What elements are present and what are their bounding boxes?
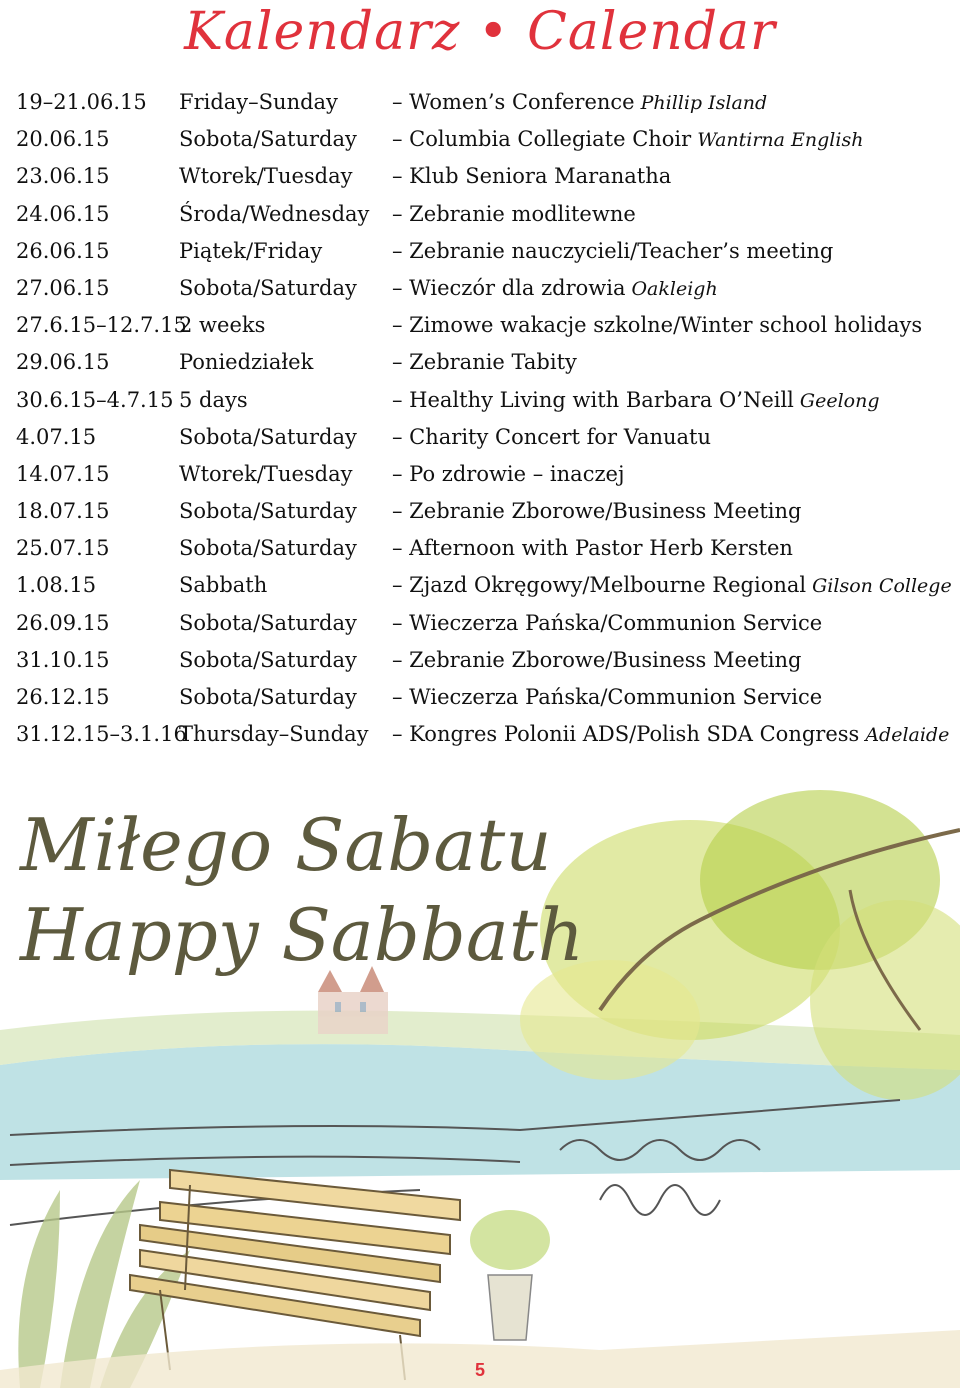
event-title: – Women’s Conference Phillip Island: [392, 90, 768, 114]
event-title: – Zjazd Okręgowy/Melbourne Regional Gilson College: [392, 573, 952, 598]
list-item: [16, 493, 956, 530]
list-item: [16, 716, 956, 753]
event-day: 5 days: [179, 387, 248, 412]
event-date: 26.09.15: [16, 610, 110, 635]
event-date: 4.07.15: [16, 424, 97, 449]
event-title: – Zebranie Zborowe/Business Meeting: [392, 499, 802, 524]
event-title: – Zebranie modlitewne: [392, 201, 636, 226]
list-item: [16, 382, 956, 419]
list-item: [16, 233, 956, 270]
calendar-list: [16, 84, 956, 753]
event-date: 19–21.06.15: [16, 90, 147, 114]
list-item: [16, 84, 956, 121]
event-day: Sabbath: [179, 573, 268, 598]
list-item: [16, 642, 956, 679]
page-title: Kalendarz • Calendar: [184, 2, 776, 62]
event-location: Gilson College: [812, 575, 952, 598]
event-day: Piątek/Friday: [179, 238, 323, 263]
event-title: – Wieczór dla zdrowia Oakleigh: [392, 275, 718, 300]
event-date: 26.06.15: [16, 238, 110, 263]
event-day: 2 weeks: [179, 313, 266, 338]
event-date: 29.06.15: [16, 350, 110, 375]
event-day: Wtorek/Tuesday: [179, 164, 353, 189]
event-title: – Healthy Living with Barbara O’Neill Geelong: [392, 387, 880, 412]
event-location: Adelaide: [865, 724, 950, 747]
event-title: – Wieczerza Pańska/Communion Service: [392, 685, 823, 709]
event-day: Thursday–Sunday: [179, 722, 369, 747]
event-title: – Zimowe wakacje szkolne/Winter school holidays: [392, 313, 923, 338]
event-title: – Charity Concert for Vanuatu: [392, 424, 712, 449]
list-item: [16, 567, 956, 604]
event-date: 23.06.15: [16, 164, 110, 189]
list-item: [16, 344, 956, 381]
event-title: – Zebranie Zborowe/Business Meeting: [392, 647, 802, 672]
event-date: 27.6.15–12.7.15: [16, 313, 187, 338]
event-day: Sobota/Saturday: [179, 647, 357, 672]
event-title: – Wieczerza Pańska/Communion Service: [392, 610, 823, 635]
event-day: Sobota/Saturday: [179, 610, 357, 635]
list-item: [16, 270, 956, 307]
event-day: Sobota/Saturday: [179, 499, 357, 524]
event-day: Wtorek/Tuesday: [179, 461, 353, 486]
event-day: Friday–Sunday: [179, 90, 338, 114]
list-item: [16, 121, 956, 158]
event-day: Środa/Wednesday: [179, 201, 370, 226]
event-date: 31.10.15: [16, 647, 110, 672]
event-date: 27.06.15: [16, 275, 110, 300]
event-date: 20.06.15: [16, 127, 110, 152]
event-day: Sobota/Saturday: [179, 127, 357, 152]
list-item: [16, 196, 956, 233]
event-date: 25.07.15: [16, 536, 110, 561]
event-day: Poniedziałek: [179, 350, 314, 375]
event-title: – Zebranie Tabity: [392, 350, 577, 375]
greeting-polish: Miłego Sabatu: [20, 803, 552, 887]
flower-pot-image: [470, 1210, 550, 1340]
list-item: [16, 307, 956, 344]
event-day: Sobota/Saturday: [179, 424, 357, 449]
event-date: 26.12.15: [16, 685, 110, 709]
event-title: – Afternoon with Pastor Herb Kersten: [392, 536, 793, 561]
greeting-english: Happy Sabbath: [20, 893, 585, 977]
event-title: – Zebranie nauczycieli/Teacher’s meeting: [392, 238, 834, 263]
event-date: 18.07.15: [16, 499, 110, 524]
event-date: 30.6.15–4.7.15: [16, 387, 174, 412]
list-item: [16, 158, 956, 195]
list-item: [16, 605, 956, 642]
event-day: Sobota/Saturday: [179, 685, 357, 709]
event-title: – Po zdrowie – inaczej: [392, 461, 625, 486]
page-number: 5: [474, 1360, 485, 1380]
event-location: Oakleigh: [631, 277, 718, 300]
event-location: Phillip Island: [640, 92, 768, 114]
event-day: Sobota/Saturday: [179, 536, 357, 561]
event-location: Wantirna English: [697, 129, 864, 152]
list-item: [16, 456, 956, 493]
event-location: Geelong: [799, 389, 880, 412]
list-item: [16, 419, 956, 456]
event-date: 14.07.15: [16, 461, 110, 486]
sabbath-illustration: [0, 770, 960, 1388]
event-date: 24.06.15: [16, 201, 110, 226]
event-date: 1.08.15: [16, 573, 97, 598]
event-day: Sobota/Saturday: [179, 275, 357, 300]
event-title: – Kongres Polonii ADS/Polish SDA Congress Adelaide: [392, 722, 950, 747]
event-title: – Klub Seniora Maranatha: [392, 164, 672, 189]
list-item: [16, 679, 956, 716]
event-title: – Columbia Collegiate Choir Wantirna English: [392, 127, 864, 152]
list-item: [16, 530, 956, 567]
event-date: 31.12.15–3.1.16: [16, 722, 187, 747]
